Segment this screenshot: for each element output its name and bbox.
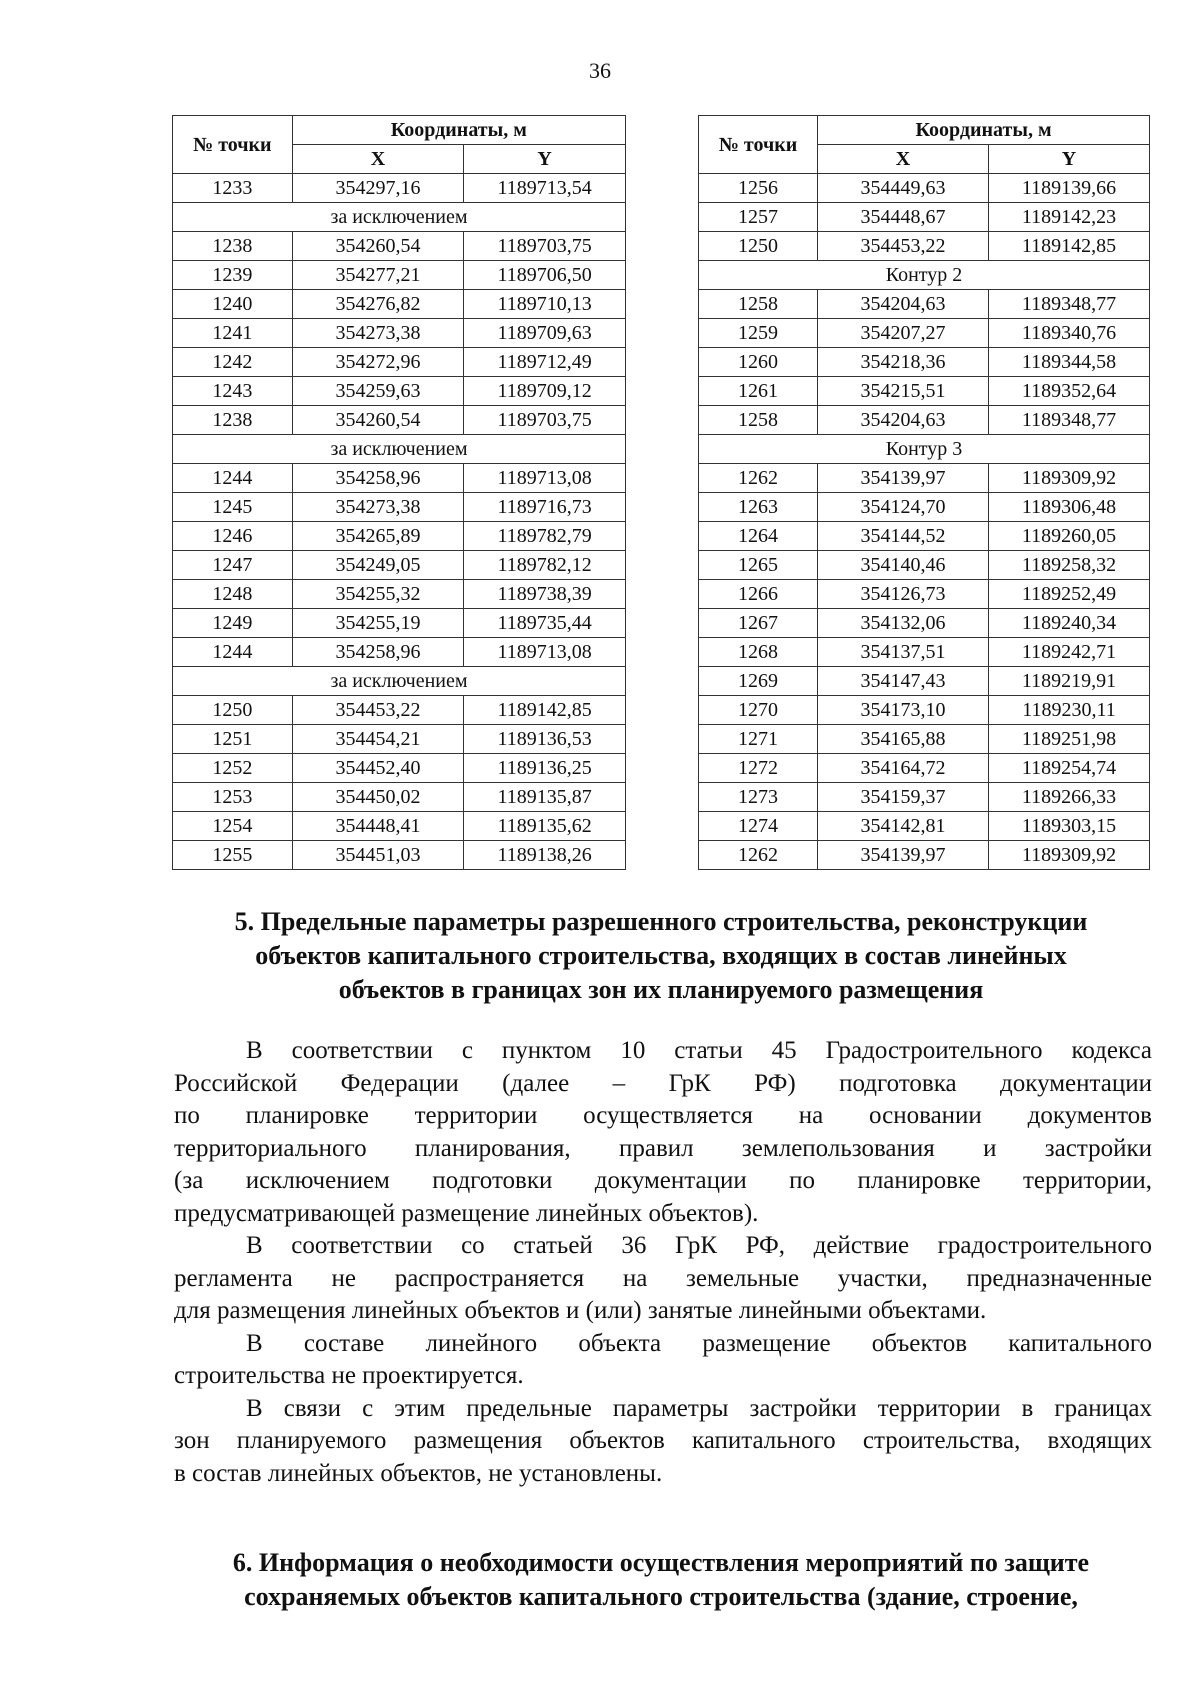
x-coordinate-cell: 354297,16: [292, 174, 464, 203]
table-row: [699, 783, 1150, 812]
table-row: [173, 232, 626, 261]
table-row: [699, 290, 1150, 319]
paragraph-line: В соответствии с пунктом 10 статьи 45 Градостроительного кодекса: [246, 1037, 1152, 1064]
point-number-cell: 1262: [699, 841, 818, 870]
table-row: [173, 696, 626, 725]
coordinates-table-left-body: [173, 174, 626, 870]
table-row: [699, 319, 1150, 348]
y-coordinate-cell: 1189260,05: [988, 522, 1149, 551]
y-coordinate-cell: 1189254,74: [988, 754, 1149, 783]
x-coordinate-cell: 354454,21: [292, 725, 464, 754]
y-coordinate-cell: 1189309,92: [988, 464, 1149, 493]
x-coordinate-cell: 354164,72: [818, 754, 989, 783]
table-row: [699, 841, 1150, 870]
paragraph-line: территориального планирования, правил землепользования и застройки: [174, 1134, 1152, 1162]
y-coordinate-cell: 1189713,54: [464, 174, 626, 203]
paragraph-line: (за исключением подготовки документации по планировке территории,: [174, 1167, 1152, 1194]
table-row-separator: [173, 435, 626, 464]
y-coordinate-cell: 1189309,92: [988, 841, 1149, 870]
point-number-cell: 1247: [173, 551, 293, 580]
x-coordinate-cell: 354204,63: [818, 290, 989, 319]
table-row: [173, 522, 626, 551]
x-coordinate-cell: 354273,38: [292, 493, 464, 522]
coordinates-table-right: [698, 115, 1150, 870]
table-row: [699, 725, 1150, 754]
header-point-number: № точки: [173, 116, 293, 174]
point-number-cell: 1269: [699, 667, 818, 696]
x-coordinate-cell: 354453,22: [818, 232, 989, 261]
paragraph-line: В связи с этим предельные параметры застройки территории в границах: [246, 1394, 1152, 1422]
paragraph-line: в состав линейных объектов, не установлены.: [174, 1459, 663, 1487]
table-row: [699, 348, 1150, 377]
point-number-cell: 1254: [173, 812, 293, 841]
point-number-cell: 1233: [173, 174, 293, 203]
point-number-cell: 1260: [699, 348, 818, 377]
y-coordinate-cell: 1189782,12: [464, 551, 626, 580]
table-row-separator: [699, 435, 1150, 464]
point-number-cell: 1238: [173, 232, 293, 261]
y-coordinate-cell: 1189138,26: [464, 841, 626, 870]
x-coordinate-cell: 354450,02: [292, 783, 464, 812]
y-coordinate-cell: 1189266,33: [988, 783, 1149, 812]
y-coordinate-cell: 1189142,23: [988, 203, 1149, 232]
y-coordinate-cell: 1189306,48: [988, 493, 1149, 522]
x-coordinate-cell: 354173,10: [818, 696, 989, 725]
section-6-heading-line: 6. Информация о необходимости осуществления мероприятий по защите: [232, 1548, 1090, 1577]
y-coordinate-cell: 1189709,12: [464, 377, 626, 406]
y-coordinate-cell: 1189230,11: [988, 696, 1149, 725]
section-5-heading-line: объектов в границах зон их планируемого размещения: [338, 975, 984, 1004]
x-coordinate-cell: 354272,96: [292, 348, 464, 377]
table-row: [699, 203, 1150, 232]
point-number-cell: 1256: [699, 174, 818, 203]
y-coordinate-cell: 1189716,73: [464, 493, 626, 522]
y-coordinate-cell: 1189258,32: [988, 551, 1149, 580]
point-number-cell: 1258: [699, 290, 818, 319]
y-coordinate-cell: 1189135,87: [464, 783, 626, 812]
x-coordinate-cell: 354207,27: [818, 319, 989, 348]
table-row: [173, 406, 626, 435]
point-number-cell: 1257: [699, 203, 818, 232]
point-number-cell: 1271: [699, 725, 818, 754]
x-coordinate-cell: 354204,63: [818, 406, 989, 435]
paragraph-line: по планировке территории осуществляется на основании документов: [174, 1102, 1152, 1129]
x-coordinate-cell: 354276,82: [292, 290, 464, 319]
x-coordinate-cell: 354451,03: [292, 841, 464, 870]
y-coordinate-cell: 1189713,08: [464, 464, 626, 493]
x-coordinate-cell: 354453,22: [292, 696, 464, 725]
x-coordinate-cell: 354448,67: [818, 203, 989, 232]
point-number-cell: 1240: [173, 290, 293, 319]
point-number-cell: 1263: [699, 493, 818, 522]
y-coordinate-cell: 1189136,53: [464, 725, 626, 754]
y-coordinate-cell: 1189710,13: [464, 290, 626, 319]
table-row-separator: [173, 203, 626, 232]
point-number-cell: 1270: [699, 696, 818, 725]
x-coordinate-cell: 354260,54: [292, 232, 464, 261]
table-row-separator: [699, 261, 1150, 290]
paragraph-line: строительства не проектируется.: [174, 1362, 524, 1389]
paragraph-line: В соответствии со статьей 36 ГрК РФ, действие градостроительного: [246, 1232, 1152, 1259]
point-number-cell: 1272: [699, 754, 818, 783]
point-number-cell: 1255: [173, 841, 293, 870]
y-coordinate-cell: 1189142,85: [988, 232, 1149, 261]
y-coordinate-cell: 1189139,66: [988, 174, 1149, 203]
table-row: [173, 174, 626, 203]
table-row: [173, 551, 626, 580]
table-row: [699, 609, 1150, 638]
x-coordinate-cell: 354273,38: [292, 319, 464, 348]
paragraph-line: регламента не распространяется на земельные участки, предназначенные: [174, 1264, 1152, 1292]
header-y: Y: [988, 145, 1149, 174]
y-coordinate-cell: 1189348,77: [988, 290, 1149, 319]
y-coordinate-cell: 1189240,34: [988, 609, 1149, 638]
header-coordinates: Координаты, м: [292, 116, 625, 145]
y-coordinate-cell: 1189135,62: [464, 812, 626, 841]
x-coordinate-cell: 354452,40: [292, 754, 464, 783]
table-row-separator: [173, 667, 626, 696]
paragraph-line: Российской Федерации (далее – ГрК РФ) подготовка документации: [174, 1069, 1152, 1097]
table-row: [699, 812, 1150, 841]
table-row: [699, 638, 1150, 667]
table-row: [699, 696, 1150, 725]
table-row: [699, 522, 1150, 551]
x-coordinate-cell: 354448,41: [292, 812, 464, 841]
point-number-cell: 1250: [699, 232, 818, 261]
x-coordinate-cell: 354249,05: [292, 551, 464, 580]
x-coordinate-cell: 354449,63: [818, 174, 989, 203]
y-coordinate-cell: 1189142,85: [464, 696, 626, 725]
section-5-heading: [172, 905, 1150, 1007]
point-number-cell: 1238: [173, 406, 293, 435]
point-number-cell: 1244: [173, 638, 293, 667]
point-number-cell: 1245: [173, 493, 293, 522]
x-coordinate-cell: 354265,89: [292, 522, 464, 551]
x-coordinate-cell: 354215,51: [818, 377, 989, 406]
point-number-cell: 1248: [173, 580, 293, 609]
paragraph-line: для размещения линейных объектов и (или) занятые линейными объектами.: [174, 1297, 987, 1324]
table-row: [173, 609, 626, 638]
table-row: [173, 464, 626, 493]
point-number-cell: 1243: [173, 377, 293, 406]
x-coordinate-cell: 354260,54: [292, 406, 464, 435]
point-number-cell: 1251: [173, 725, 293, 754]
point-number-cell: 1264: [699, 522, 818, 551]
x-coordinate-cell: 354142,81: [818, 812, 989, 841]
point-number-cell: 1268: [699, 638, 818, 667]
table-row: [699, 580, 1150, 609]
table-row: [173, 783, 626, 812]
header-y: Y: [464, 145, 626, 174]
table-row: [173, 841, 626, 870]
table-row: [699, 377, 1150, 406]
table-row: [699, 551, 1150, 580]
coordinates-table-right-body: [699, 174, 1150, 870]
point-number-cell: 1273: [699, 783, 818, 812]
x-coordinate-cell: 354147,43: [818, 667, 989, 696]
y-coordinate-cell: 1189352,64: [988, 377, 1149, 406]
separator-cell: за исключением: [173, 667, 626, 696]
y-coordinate-cell: 1189703,75: [464, 232, 626, 261]
table-row: [173, 261, 626, 290]
y-coordinate-cell: 1189340,76: [988, 319, 1149, 348]
page-number: 36: [589, 58, 611, 83]
separator-cell: Контур 2: [699, 261, 1150, 290]
table-row: [699, 493, 1150, 522]
point-number-cell: 1246: [173, 522, 293, 551]
header-coordinates: Координаты, м: [818, 116, 1150, 145]
x-coordinate-cell: 354258,96: [292, 638, 464, 667]
table-row: [699, 464, 1150, 493]
separator-cell: Контур 3: [699, 435, 1150, 464]
separator-cell: за исключением: [173, 203, 626, 232]
point-number-cell: 1266: [699, 580, 818, 609]
y-coordinate-cell: 1189706,50: [464, 261, 626, 290]
x-coordinate-cell: 354259,63: [292, 377, 464, 406]
table-row: [173, 754, 626, 783]
point-number-cell: 1259: [699, 319, 818, 348]
point-number-cell: 1261: [699, 377, 818, 406]
section-5-heading-line: объектов капитального строительства, входящих в состав линейных: [255, 941, 1067, 970]
y-coordinate-cell: 1189242,71: [988, 638, 1149, 667]
y-coordinate-cell: 1189136,25: [464, 754, 626, 783]
point-number-cell: 1274: [699, 812, 818, 841]
x-coordinate-cell: 354132,06: [818, 609, 989, 638]
table-row: [699, 667, 1150, 696]
coordinates-table-left: [172, 115, 626, 870]
y-coordinate-cell: 1189303,15: [988, 812, 1149, 841]
x-coordinate-cell: 354139,97: [818, 841, 989, 870]
y-coordinate-cell: 1189713,08: [464, 638, 626, 667]
section-5-body: [174, 1035, 1152, 1490]
table-row: [699, 232, 1150, 261]
point-number-cell: 1241: [173, 319, 293, 348]
y-coordinate-cell: 1189712,49: [464, 348, 626, 377]
section-6-heading-line: сохраняемых объектов капитального строительства (здание, строение,: [244, 1582, 1078, 1611]
point-number-cell: 1242: [173, 348, 293, 377]
table-row: [699, 174, 1150, 203]
x-coordinate-cell: 354258,96: [292, 464, 464, 493]
x-coordinate-cell: 354140,46: [818, 551, 989, 580]
y-coordinate-cell: 1189252,49: [988, 580, 1149, 609]
table-row: [173, 348, 626, 377]
table-row: [173, 812, 626, 841]
point-number-cell: 1252: [173, 754, 293, 783]
section-5-heading-line: 5. Предельные параметры разрешенного строительства, реконструкции: [234, 907, 1088, 936]
y-coordinate-cell: 1189738,39: [464, 580, 626, 609]
paragraph-line: зон планируемого размещения объектов капитального строительства, входящих: [174, 1427, 1152, 1454]
point-number-cell: 1253: [173, 783, 293, 812]
y-coordinate-cell: 1189344,58: [988, 348, 1149, 377]
y-coordinate-cell: 1189348,77: [988, 406, 1149, 435]
x-coordinate-cell: 354159,37: [818, 783, 989, 812]
table-row: [173, 638, 626, 667]
point-number-cell: 1265: [699, 551, 818, 580]
table-row: [173, 493, 626, 522]
x-coordinate-cell: 354124,70: [818, 493, 989, 522]
table-row: [173, 725, 626, 754]
y-coordinate-cell: 1189709,63: [464, 319, 626, 348]
x-coordinate-cell: 354137,51: [818, 638, 989, 667]
header-x: X: [818, 145, 989, 174]
point-number-cell: 1250: [173, 696, 293, 725]
table-row: [173, 290, 626, 319]
y-coordinate-cell: 1189703,75: [464, 406, 626, 435]
x-coordinate-cell: 354144,52: [818, 522, 989, 551]
y-coordinate-cell: 1189782,79: [464, 522, 626, 551]
point-number-cell: 1262: [699, 464, 818, 493]
x-coordinate-cell: 354255,32: [292, 580, 464, 609]
point-number-cell: 1258: [699, 406, 818, 435]
y-coordinate-cell: 1189735,44: [464, 609, 626, 638]
x-coordinate-cell: 354218,36: [818, 348, 989, 377]
point-number-cell: 1244: [173, 464, 293, 493]
x-coordinate-cell: 354277,21: [292, 261, 464, 290]
x-coordinate-cell: 354126,73: [818, 580, 989, 609]
x-coordinate-cell: 354165,88: [818, 725, 989, 754]
point-number-cell: 1267: [699, 609, 818, 638]
table-row: [173, 580, 626, 609]
table-row: [699, 406, 1150, 435]
table-row: [173, 377, 626, 406]
x-coordinate-cell: 354139,97: [818, 464, 989, 493]
paragraph-line: предусматривающей размещение линейных объектов).: [174, 1199, 759, 1227]
section-6-heading: [172, 1546, 1150, 1614]
y-coordinate-cell: 1189219,91: [988, 667, 1149, 696]
x-coordinate-cell: 354255,19: [292, 609, 464, 638]
point-number-cell: 1239: [173, 261, 293, 290]
header-point-number: № точки: [699, 116, 818, 174]
paragraph-line: В составе линейного объекта размещение объектов капитального: [246, 1329, 1152, 1357]
table-row: [699, 754, 1150, 783]
point-number-cell: 1249: [173, 609, 293, 638]
header-x: X: [292, 145, 464, 174]
separator-cell: за исключением: [173, 435, 626, 464]
y-coordinate-cell: 1189251,98: [988, 725, 1149, 754]
table-row: [173, 319, 626, 348]
